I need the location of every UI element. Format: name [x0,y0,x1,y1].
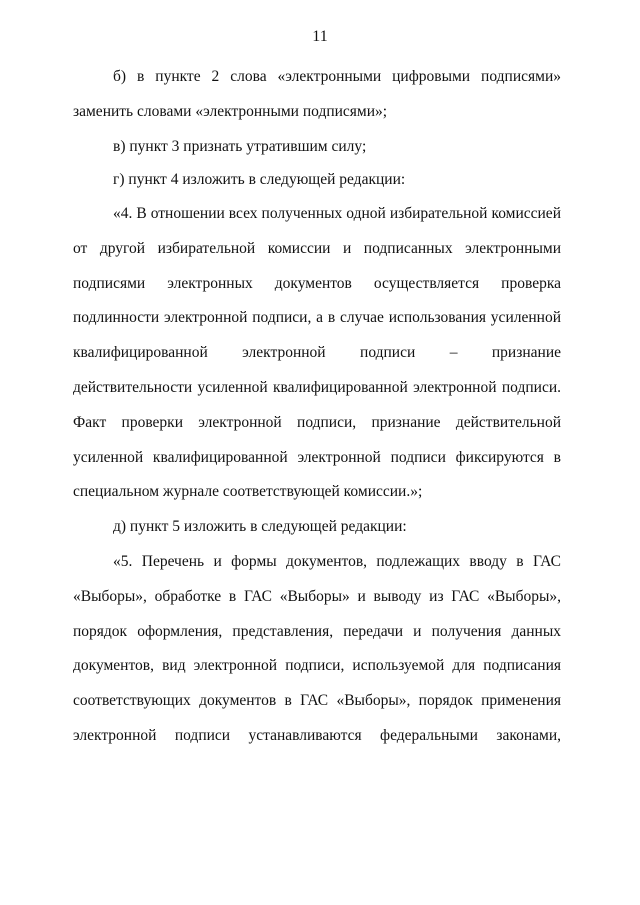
paragraph-point-5-text: «5. Перечень и формы документов, подлежащих вводу в ГАС «Выборы», обработке в ГАС «Выборы» и выводу из ГАС «Выборы», порядок оформления, представления, передачи и получения данных документов, вид электронной подписи, используемой для подписания соответствующих документов в ГАС «Выборы», порядок применения электронной подписи устанавливаются федеральными законами, [73,553,561,744]
paragraph-d: д) пункт 5 изложить в следующей редакции: [113,518,407,535]
page-number: 11 [312,28,328,45]
paragraph-b: б) в пункте 2 слова «электронными цифровыми подписями» заменить словами «электронными подписями»; [73,68,561,120]
paragraph-v: в) пункт 3 признать утратившим силу; [113,138,367,155]
paragraph-g: г) пункт 4 изложить в следующей редакции: [113,171,406,188]
paragraph-point-4-text: «4. В отношении всех полученных одной избирательной комиссией от другой избирательной комиссии и подписанных электронными подписями электронных документов осуществляется проверка подлинности электронной подписи, а в случае использования усиленной квалифицированной электронной подписи – признание действительности усиленной квалифицированной электронной подписи. Факт проверки электронной подписи, признание действительной усиленной квалифицированной электронной подписи фиксируются в специальном журнале соответствующей комиссии.»; [73,205,561,501]
